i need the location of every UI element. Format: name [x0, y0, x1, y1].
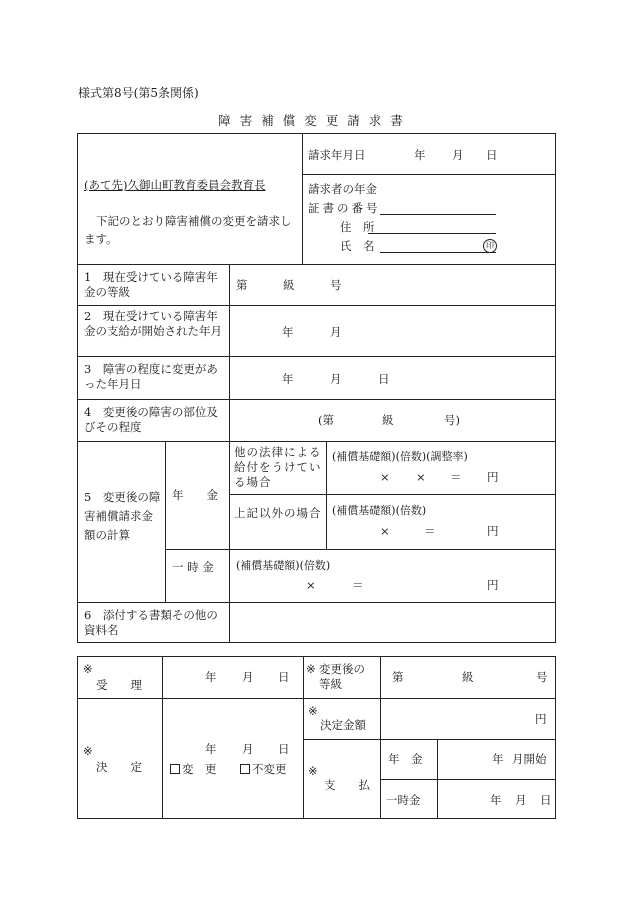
decision-amount-mark: ※	[308, 704, 318, 718]
row5-pension-label: 年 金	[172, 488, 218, 502]
row5-lump-label: 一 時 金	[172, 560, 214, 574]
row4-close: 号)	[444, 413, 460, 427]
payment-pension-year: 年	[492, 752, 504, 766]
request-date-day: 日	[486, 148, 498, 162]
change-option[interactable]: 変 更	[170, 762, 217, 776]
row3-year: 年	[282, 372, 294, 386]
decision-mark: ※	[83, 744, 93, 758]
row3-month: 月	[330, 372, 342, 386]
row2-year: 年	[282, 325, 294, 339]
seal-mark-icon: 印	[483, 239, 497, 253]
pension-certificate-label-2: 証書の番号	[308, 201, 381, 215]
decision-amount-label: 決定金額	[320, 718, 366, 732]
address-label: 住 所	[340, 220, 375, 234]
payment-pension-month-start: 月開始	[512, 752, 547, 766]
decision-label: 決 定	[96, 760, 142, 774]
grade-kyu: 級	[462, 670, 474, 684]
receipt-mark: ※	[83, 662, 93, 676]
row5-other-case-label: 上記以外の場合	[234, 506, 322, 520]
row1-dai: 第	[236, 278, 248, 292]
pension-certificate-label-1: 請求者の年金	[308, 182, 377, 196]
no-change-option[interactable]: 不変更	[240, 762, 287, 776]
row5-label: 5 変更後の障害補償請求金額の計算	[84, 490, 161, 542]
row5-other-law-label: 他の法律による給付をうけている場合	[234, 445, 322, 489]
row5-times-a1: ×	[380, 470, 390, 484]
grade-label-1: 変更後の	[319, 662, 365, 676]
decision-day: 日	[278, 742, 290, 756]
row1-label: 1 現在受けている障害年金の等級	[84, 270, 218, 299]
request-date-year: 年	[414, 148, 426, 162]
payment-lump-month: 月	[515, 793, 527, 807]
receipt-label: 受 理	[96, 678, 142, 692]
grade-go: 号	[536, 670, 548, 684]
row5-yen-a: 円	[487, 470, 499, 484]
change-checkbox-icon[interactable]	[170, 764, 180, 774]
payment-label: 支 払	[324, 778, 370, 792]
receipt-month: 月	[242, 670, 254, 684]
row5-yen-c: 円	[487, 578, 499, 592]
row1-go: 号	[330, 278, 342, 292]
row4-label: 4 変更後の障害の部位及びその程度	[84, 405, 218, 434]
row1-kyu: 級	[283, 278, 295, 292]
grade-dai: 第	[392, 670, 404, 684]
row5-equals-a: ＝	[450, 470, 462, 484]
row5-times-c: ×	[306, 578, 316, 592]
row5-yen-b: 円	[487, 524, 499, 538]
no-change-checkbox-icon[interactable]	[240, 764, 250, 774]
payment-lump-year: 年	[490, 793, 502, 807]
row5-times-a2: ×	[416, 470, 426, 484]
payment-lump-label: 一時金	[386, 793, 421, 807]
row5-formula-c: (補償基礎額)(倍数)	[236, 559, 331, 572]
receipt-year: 年	[205, 670, 217, 684]
row5-equals-b: ＝	[424, 524, 436, 538]
payment-pension-label: 年 金	[388, 752, 423, 766]
receipt-day: 日	[278, 670, 290, 684]
grade-label-2: 等級	[319, 677, 342, 691]
row5-formula-b: (補償基礎額)(倍数)	[332, 504, 427, 517]
form-title: 障害補償変更請求書	[218, 113, 412, 128]
row5-times-b: ×	[380, 524, 390, 538]
request-date-month: 月	[452, 148, 464, 162]
row6-label: 6 添付する書類その他の資料名	[84, 608, 218, 637]
row4-open: (第	[318, 413, 334, 427]
row3-label: 3 障害の程度に変更があった年月日	[84, 362, 218, 391]
form-number: 様式第8号(第5条関係)	[78, 86, 199, 100]
decision-month: 月	[242, 742, 254, 756]
row4-kyu: 級	[382, 413, 394, 427]
payment-lump-day: 日	[540, 793, 552, 807]
name-label: 氏 名	[340, 239, 375, 253]
request-date-label: 請求年月日	[308, 148, 366, 162]
row3-day: 日	[378, 372, 390, 386]
request-text: 下記のとおり障害補償の変更を請求します。	[84, 214, 292, 246]
row5-equals-c: ＝	[352, 578, 364, 592]
row5-formula-a: (補償基礎額)(倍数)(調整率)	[332, 450, 468, 463]
decision-year: 年	[205, 742, 217, 756]
decision-amount-yen: 円	[535, 712, 547, 726]
payment-mark: ※	[308, 764, 318, 778]
row2-label: 2 現在受けている障害年金の支給が開始された年月	[84, 309, 222, 338]
addressee: (あて先)久御山町教育委員会教育長	[84, 178, 266, 192]
row2-month: 月	[330, 325, 342, 339]
grade-mark: ※	[306, 662, 316, 676]
